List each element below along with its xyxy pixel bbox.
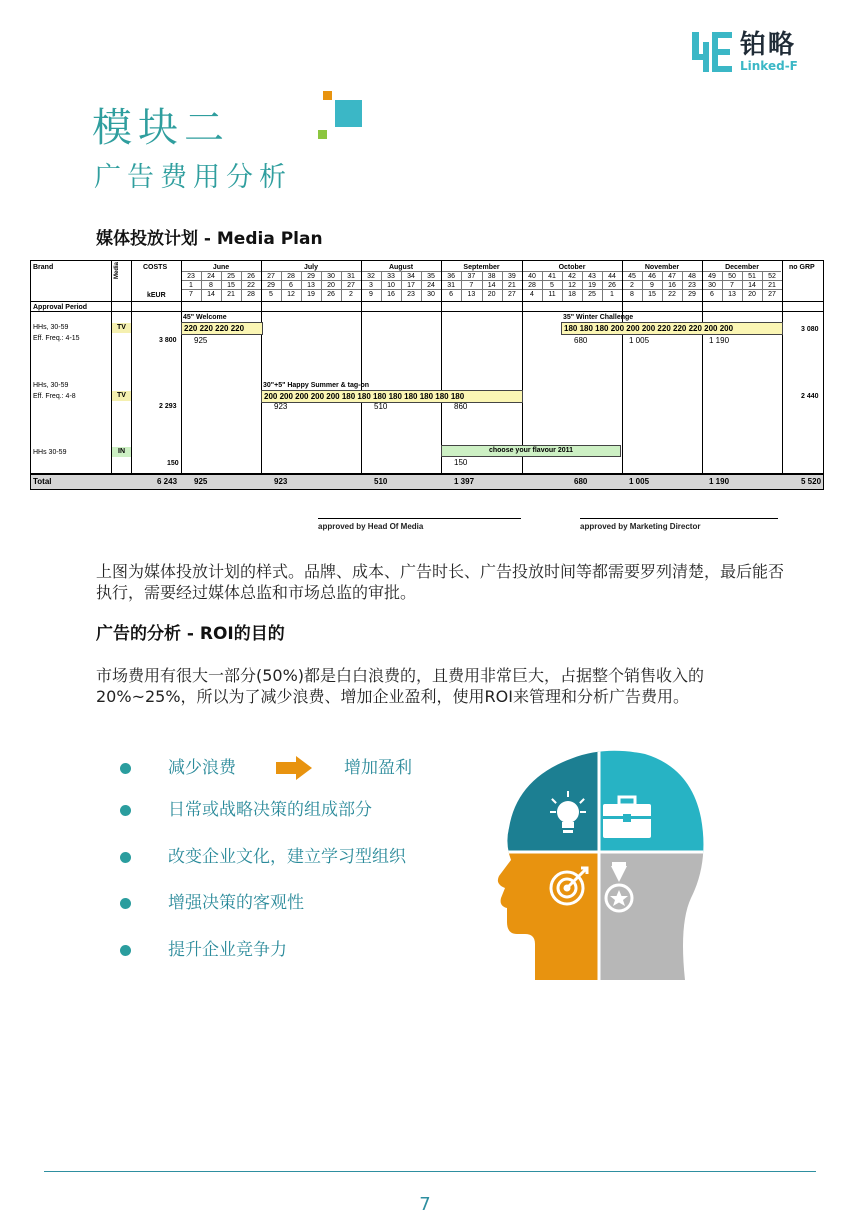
row1-bar2-title: 35" Winter Challenge xyxy=(563,314,634,321)
week-cell: 12 xyxy=(568,282,576,289)
row2-media: TV xyxy=(112,391,131,401)
total-july: 923 xyxy=(274,477,288,486)
total-june: 925 xyxy=(194,477,208,486)
row3-cost: 150 xyxy=(167,460,179,467)
week-cell: 43 xyxy=(588,273,596,280)
bullet-dot-icon xyxy=(120,898,131,909)
week-cell: 37 xyxy=(467,273,476,280)
approval-head-of-media: approved by Head Of Media xyxy=(318,518,521,531)
logo-mark-icon xyxy=(692,32,734,72)
bullet-1-right: 增加盈利 xyxy=(344,758,412,778)
bullet-3-text: 改变企业文化，建立学习型组织 xyxy=(168,847,406,867)
week-cell: 14 xyxy=(748,282,756,289)
week-cell: 33 xyxy=(387,273,395,280)
week-cell: 42 xyxy=(568,273,576,280)
bullet-dot-icon xyxy=(120,763,131,774)
week-cell: 40 xyxy=(528,273,536,280)
week-cell: 2 xyxy=(630,282,634,289)
week-cell: 30 xyxy=(327,273,335,280)
row1-frequency: Eff. Freq.: 4-15 xyxy=(33,335,80,342)
row2-target: HHs, 30-59 xyxy=(33,382,69,389)
week-cell: 7 xyxy=(730,282,734,289)
week-cell: 5 xyxy=(550,282,554,289)
approval-marketing-director: approved by Marketing Director xyxy=(580,518,778,531)
row1-sub-december: 1 190 xyxy=(709,336,730,345)
bullet-item-4 xyxy=(120,892,480,916)
row1-sub-november: 1 005 xyxy=(629,336,650,345)
week-cell: 19 xyxy=(588,282,596,289)
row2-bar: 200 200 200 200 200 180 180 180 180 180 180 180 180 xyxy=(261,390,523,403)
bullet-2-text: 日常或战略决策的组成部分 xyxy=(168,800,372,820)
week-cell: 15 xyxy=(648,291,656,298)
week-cell: 10 xyxy=(387,282,395,289)
row1-target: HHs, 30-59 xyxy=(33,324,69,331)
header-no-grp: no GRP xyxy=(789,264,815,271)
week-cell: 23 xyxy=(187,273,195,280)
total-august: 510 xyxy=(374,477,388,486)
week-cell: 22 xyxy=(668,291,676,298)
row1-sub-june: 925 xyxy=(194,336,208,345)
week-cell: 16 xyxy=(387,291,395,298)
total-november: 1 005 xyxy=(629,477,650,486)
week-cell: 22 xyxy=(247,282,255,289)
week-cell: 3 xyxy=(369,282,373,289)
week-cell: 21 xyxy=(227,291,235,298)
week-cell: 21 xyxy=(507,282,516,289)
approval-period-label: Approval Period xyxy=(33,304,88,311)
week-cell: 45 xyxy=(628,273,636,280)
week-cell: 21 xyxy=(768,282,776,289)
week-cell: 50 xyxy=(728,273,736,280)
row1-bar1: 220 220 220 220 xyxy=(181,322,263,335)
week-cell: 34 xyxy=(407,273,415,280)
week-cell: 16 xyxy=(668,282,676,289)
week-cell: 28 xyxy=(247,291,255,298)
row1-sub-october: 680 xyxy=(574,336,588,345)
module-subtitle: 广告费用分析 xyxy=(94,162,292,193)
media-plan-description: 上图为媒体投放计划的样式。品牌、成本、广告时长、广告投放时间等都需要罗列清楚，最后能否执行，需要经过媒体总监和市场总监的审批。 xyxy=(96,562,785,602)
week-cell: 48 xyxy=(688,273,696,280)
week-cell: 28 xyxy=(528,282,536,289)
week-cell: 1 xyxy=(189,282,193,289)
section-heading-media-plan: 媒体投放计划 - Media Plan xyxy=(96,229,323,249)
row1-bar1-title: 45" Welcome xyxy=(183,314,227,321)
bullet-dot-icon xyxy=(120,945,131,956)
week-cell: 7 xyxy=(189,291,193,298)
week-cell: 31 xyxy=(447,282,456,289)
bullet-dot-icon xyxy=(120,805,131,816)
week-cell: 36 xyxy=(447,273,456,280)
row3-target: HHs 30-59 xyxy=(33,449,67,456)
week-cell: 30 xyxy=(708,282,716,289)
row2-sub-august: 510 xyxy=(374,402,388,411)
week-cell: 29 xyxy=(267,282,275,289)
bullet-item-5 xyxy=(120,939,480,963)
row3-media: IN xyxy=(112,447,131,457)
total-october: 680 xyxy=(574,477,588,486)
week-cell: 25 xyxy=(588,291,596,298)
week-cell: 6 xyxy=(449,291,454,298)
row1-bar2: 180 180 180 200 200 200 220 220 220 200 200 xyxy=(561,322,783,335)
week-cell: 26 xyxy=(327,291,335,298)
week-cell: 35 xyxy=(427,273,435,280)
bullet-4-text: 增强决策的客观性 xyxy=(168,893,304,913)
roi-description: 市场费用有很大一部分(50%)都是白白浪费的，且费用非常巨大，占据整个销售收入的20%~25%，所以为了减少浪费、增加企业盈利，使用ROI来管理和分析广告费用。 xyxy=(96,666,705,706)
week-cell: 27 xyxy=(507,291,516,298)
week-cell: 6 xyxy=(710,291,714,298)
header-keur: kEUR xyxy=(147,292,166,299)
right-arrow-icon xyxy=(276,756,312,780)
week-cell: 32 xyxy=(367,273,375,280)
week-cell: 27 xyxy=(267,273,275,280)
week-cell: 9 xyxy=(650,282,654,289)
week-cell: 29 xyxy=(307,273,315,280)
row1-grp: 3 080 xyxy=(801,326,819,333)
row2-grp: 2 440 xyxy=(801,393,819,400)
week-cell: 1 xyxy=(610,291,614,298)
bullet-dot-icon xyxy=(120,852,131,863)
month-june: June xyxy=(212,264,230,271)
week-cell: 7 xyxy=(469,282,474,289)
week-cell: 27 xyxy=(347,282,355,289)
week-cell: 23 xyxy=(688,282,696,289)
week-cell: 26 xyxy=(608,282,616,289)
bullet-5-text: 提升企业竞争力 xyxy=(168,940,287,960)
row1-cost: 3 800 xyxy=(159,337,177,344)
month-september: September xyxy=(463,264,500,271)
week-cell: 13 xyxy=(467,291,476,298)
brand-logo xyxy=(692,30,812,74)
week-cell: 44 xyxy=(608,273,616,280)
week-cell: 31 xyxy=(347,273,355,280)
total-december: 1 190 xyxy=(709,477,730,486)
week-cell: 47 xyxy=(668,273,676,280)
month-july: July xyxy=(303,264,318,271)
row1-media: TV xyxy=(112,323,131,333)
week-cell: 13 xyxy=(307,282,315,289)
month-november: November xyxy=(644,264,680,271)
week-cell: 2 xyxy=(349,291,353,298)
week-cell: 24 xyxy=(427,282,435,289)
week-cell: 29 xyxy=(688,291,696,298)
week-cell: 46 xyxy=(648,273,656,280)
week-cell: 15 xyxy=(227,282,235,289)
total-september: 1 397 xyxy=(454,477,475,486)
week-cell: 49 xyxy=(708,273,716,280)
section-heading-roi: 广告的分析 - ROI的目的 xyxy=(96,624,285,644)
week-cell: 20 xyxy=(487,291,496,298)
page-number: 7 xyxy=(419,1194,431,1215)
total-grp: 5 520 xyxy=(801,477,822,486)
week-cell: 38 xyxy=(487,273,496,280)
week-cell: 13 xyxy=(728,291,736,298)
week-cell: 11 xyxy=(548,291,556,298)
week-cell: 26 xyxy=(247,273,255,280)
week-cell: 17 xyxy=(407,282,415,289)
week-cell: 14 xyxy=(207,291,215,298)
row2-sub-july: 923 xyxy=(274,402,288,411)
module-title: 模块二 xyxy=(92,105,230,151)
week-cell: 14 xyxy=(487,282,496,289)
week-cell: 23 xyxy=(407,291,415,298)
week-cell: 5 xyxy=(269,291,273,298)
footer-divider xyxy=(44,1171,816,1172)
logo-text-cn: 铂略 xyxy=(740,30,797,60)
week-cell: 24 xyxy=(207,273,215,280)
week-cell: 20 xyxy=(748,291,756,298)
week-cell: 20 xyxy=(327,282,335,289)
week-cell: 8 xyxy=(209,282,213,289)
total-cost: 6 243 xyxy=(157,477,178,486)
bullet-item-2 xyxy=(120,799,480,823)
logo-text-en: Linked-F xyxy=(740,59,798,73)
week-cell: 52 xyxy=(768,273,776,280)
week-cell: 27 xyxy=(768,291,776,298)
total-label: Total xyxy=(33,477,52,486)
row3-sub-september: 150 xyxy=(454,458,468,467)
week-cell: 8 xyxy=(630,291,634,298)
row2-cost: 2 293 xyxy=(159,403,177,410)
week-cell: 28 xyxy=(287,273,295,280)
row2-frequency: Eff. Freq.: 4-8 xyxy=(33,393,76,400)
row2-bar-title: 30"+5" Happy Summer & tag-on xyxy=(263,382,370,389)
week-cell: 19 xyxy=(307,291,315,298)
week-cell: 6 xyxy=(289,282,293,289)
month-october: October xyxy=(558,264,586,271)
head-quadrant-illustration xyxy=(495,748,707,984)
week-cell: 12 xyxy=(287,291,295,298)
week-cell: 4 xyxy=(530,291,534,298)
header-media: Media xyxy=(114,261,120,279)
week-cell: 30 xyxy=(427,291,435,298)
row3-bar: choose your flavour 2011 xyxy=(441,445,621,457)
week-cell: 41 xyxy=(548,273,556,280)
header-costs: COSTS xyxy=(143,264,168,271)
month-august: August xyxy=(388,264,414,271)
week-cell: 9 xyxy=(369,291,373,298)
week-cell: 18 xyxy=(568,291,576,298)
row2-sub-september: 860 xyxy=(454,402,468,411)
header-brand: Brand xyxy=(33,264,54,271)
media-plan-table xyxy=(30,260,824,490)
week-cell: 39 xyxy=(507,273,516,280)
week-cell: 25 xyxy=(227,273,235,280)
bullet-1-left: 减少浪费 xyxy=(168,758,236,778)
month-december: December xyxy=(725,264,759,271)
week-cell: 51 xyxy=(748,273,756,280)
bullet-item-3 xyxy=(120,846,480,870)
